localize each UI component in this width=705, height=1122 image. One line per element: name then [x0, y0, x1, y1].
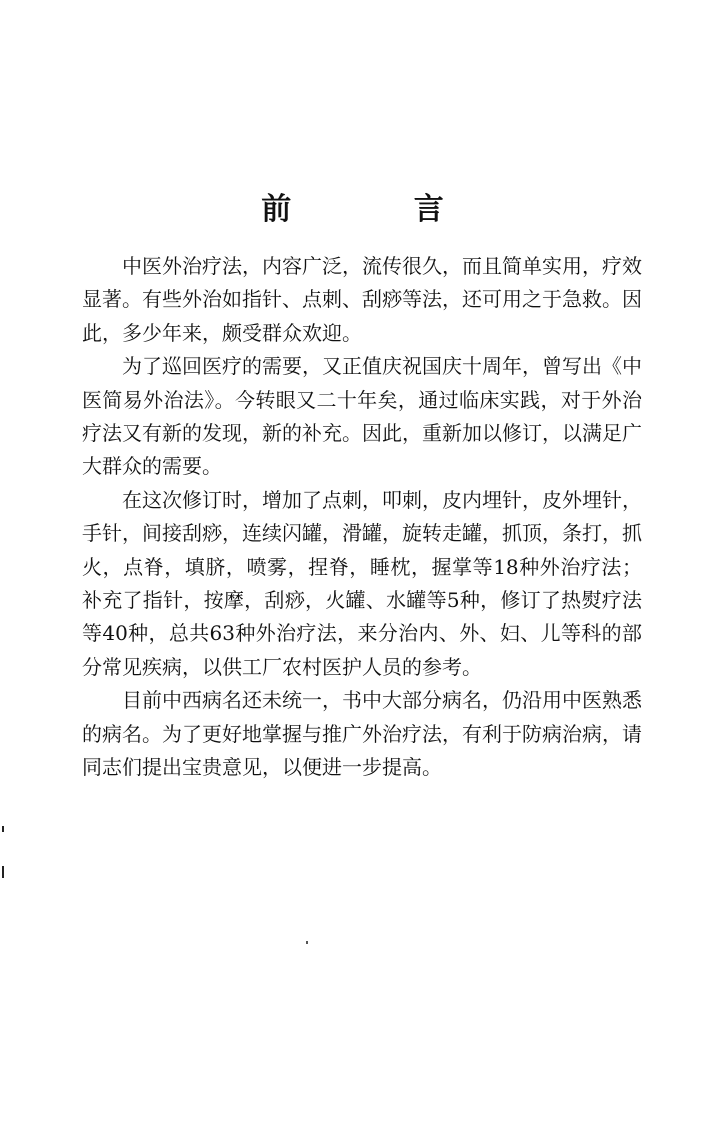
- paragraph-1: 中医外治疗法，内容广泛，流传很久，而且简单实用，疗效显著。有些外治如指针、点刺、刮痧等法，还可用之于急救。因此，多少年来，颇受群众欢迎。: [82, 254, 642, 345]
- scan-edge-mark: [2, 826, 4, 832]
- preface-body: [82, 250, 642, 785]
- paragraph-2: 为了巡回医疗的需要，又正值庆祝国庆十周年，曾写出《中医简易外治法》。今转眼又二十年矣，通过临床实践，对于外治疗法又有新的发现，新的补充。因此，重新加以修订，以满足广大群众的需要。: [82, 354, 642, 479]
- scan-edge-mark: [2, 866, 4, 878]
- paragraph-4: 目前中西病名还未统一，书中大部分病名，仍沿用中医熟悉的病名。为了更好地掌握与推广外治疗法，有利于防病治病，请同志们提出宝贵意见，以便进一步提高。: [82, 688, 642, 780]
- paragraph-3: 在这次修订时，增加了点刺，叩刺，皮内埋针，皮外埋针，手针，间接刮痧，连续闪罐，滑罐，旋转走罐，抓顶，条打，抓火，点脊，填脐，喷雾，捏脊，睡枕，握掌等18种外治疗法；补充了指针，按摩，刮痧，火罐、水罐等5种，修订了热熨疗法等40种，总共63种外治疗法，来分治内、外、妇、儿等科的部分常见疾病，以供工厂农村医护人员的参考。: [82, 487, 642, 679]
- scan-dust-dot: [306, 941, 308, 944]
- page-title: 前 言: [261, 192, 500, 227]
